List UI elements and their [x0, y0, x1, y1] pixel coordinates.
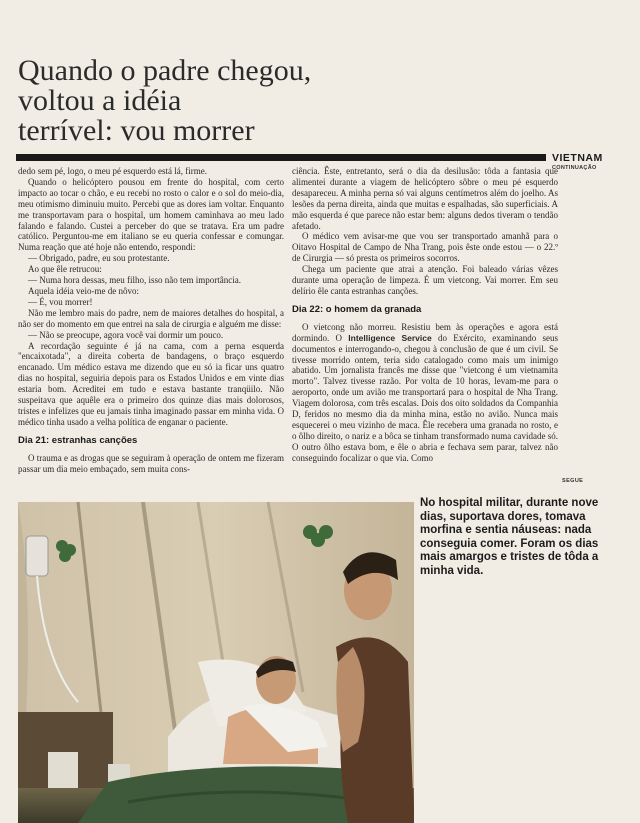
left-column	[18, 166, 284, 474]
continued-marker: SEGUE	[562, 478, 584, 484]
section-heading-day-22: Dia 22: o homem da granada	[292, 303, 422, 315]
section-tag	[552, 152, 632, 171]
hospital-photo-illustration	[18, 502, 414, 823]
left-paragraph-3: — Obrigado, padre, eu sou protestante.	[28, 253, 170, 264]
hospital-photo	[18, 502, 414, 823]
left-paragraph-6: Aquela idéia veio-me de nôvo:	[28, 285, 139, 296]
article-headline	[18, 56, 438, 146]
left-paragraph-7: — É, vou morrer!	[28, 296, 93, 307]
left-paragraph-1: dedo sem pé, logo, o meu pé esquerdo está lá, firme.	[18, 166, 207, 176]
section-name: VIETNAM	[552, 152, 603, 164]
headline-line-1: Quando o padre chegou,	[18, 54, 312, 87]
headline-rule	[16, 154, 546, 161]
right-paragraph-4-rest: do Exército, examinando seus documentos e interrogando-o, chegou à conclusão de que é um civil. Se tivesse morrido ontem, teria sido catalogado como mais um inimigo abatido. Um jornalista francês me disse que "vietcong é um vietnamita morto". Talvez tivesse razão. Por volta de 10 horas, levam-me para o aeroporto, onde um avião me transportará para o hospital de Nha Trang. Viagem dolorosa, com três escalas. Dois dos oito soldados da Companhia D, feridos no mesmo dia da minha mina, estão no avião. Nunca mais esquecerei o meu vizinho de maca. Êle recebera uma granada no rosto, e o ôlho direito, o nariz e a bôca se tinham transformado numa cavidade só. O outro ôlho estava bom, e êle o abria e fechava sem parar, talvez não conseguindo focalizar o que via. Como	[292, 332, 559, 463]
left-paragraph-9: — Não se preocupe, agora você vai dormir um pouco.	[28, 329, 224, 340]
section-continuation: CONTINUAÇÃO	[552, 165, 597, 171]
left-paragraph-4: Ao que êle retrucou:	[28, 264, 102, 275]
photo-caption: No hospital militar, durante nove dias, suportava dores, tomava morfina e sentia náuseas: nada conseguia comer. Foram os dias mais amargos e tristes de tôda a minha vida.	[420, 497, 599, 577]
intelligence-service-term: Intelligence Service	[348, 332, 432, 343]
right-paragraph-1: ciência. Êste, entretanto, será o dia da desilusão: tôda a fantasia que alimentei durante a viagem de helicóptero sôbre o meu pé esquerdo desapareceu. A minha perna só vai alguns centímetros além do joelho. As lesões da perna direita, ainda que muitas e espalhadas, são superficiais. A mão esquerda é que parece não estar bem: alguns dedos tiveram o tendão afetado.	[292, 166, 558, 231]
headline-line-3: terrível: vou morrer	[18, 114, 255, 147]
section-heading-day-21: Dia 21: estranhas canções	[18, 434, 138, 446]
left-paragraph-8: Não me lembro mais do padre, nem de maiores detalhes do hospital, a não ser do momento em que entrei na sala de cirurgia e alguém me disse:	[18, 307, 284, 329]
right-paragraph-4	[292, 322, 558, 464]
right-paragraph-2: O médico vem avisar-me que vou ser transportado amanhã para o Oitavo Hospital de Campo de Nha Trang, pois êste onde estou — o 22.º de Cirurgia — só presta os primeiros socorros.	[292, 231, 558, 264]
right-column	[292, 166, 558, 464]
headline-line-2: voltou a idéia	[18, 84, 182, 117]
left-paragraph-10: A recordação seguinte é já na cama, com a perna esquerda "encaixotada", a direita coberta de bandagens, o braço esquerdo encanado. Um médico estava me dizendo que eu só ia ficar uns quatro dias no hospital, seguiria depois para os Estados Unidos e em vinte dias estaria bom. Acreditei em tudo e estava bastante tranqüilo. Não suspeitava que aquêle era o primeiro dos quinze dias mais dolorosos, tristes e infelizes que eu jamais tinha imaginado passar em minha vida. O médico tinha usado a velha política de enganar o paciente.	[18, 340, 284, 427]
left-paragraph-5: — Numa hora dessas, meu filho, isso não tem importância.	[28, 275, 241, 286]
right-paragraph-4-start: O vietcong não morreu. Resistiu bem às operações e agora está dormindo. O	[292, 321, 558, 343]
right-paragraph-3: Chega um paciente que atrai a atenção. Foi baleado várias vêzes durante uma operação de limpeza. É um vietcong. Vai morrer. Em seu delírio êle canta estranhas canções.	[292, 264, 558, 296]
left-paragraph-2: Quando o helicóptero pousou em frente do hospital, com certo impacto ao tocar o chão, e eu recebi no rosto o calor e o sol do meio-dia, meu otimismo diminuiu muito. Percebi que as dores iam voltar. Enquanto me transportavam para o hospital, um homem caminhava ao meu lado falando e falando. Custei a perceber do que se tratava. Era um padre católico. Perguntou-me em italiano se eu queria confessar e comungar. Numa reação que até hoje não entendo, respondi:	[18, 176, 284, 253]
left-paragraph-11: O trauma e as drogas que se seguiram à operação de ontem me fizeram passar um dia meio embaçado, sem muita cons-	[18, 452, 284, 474]
